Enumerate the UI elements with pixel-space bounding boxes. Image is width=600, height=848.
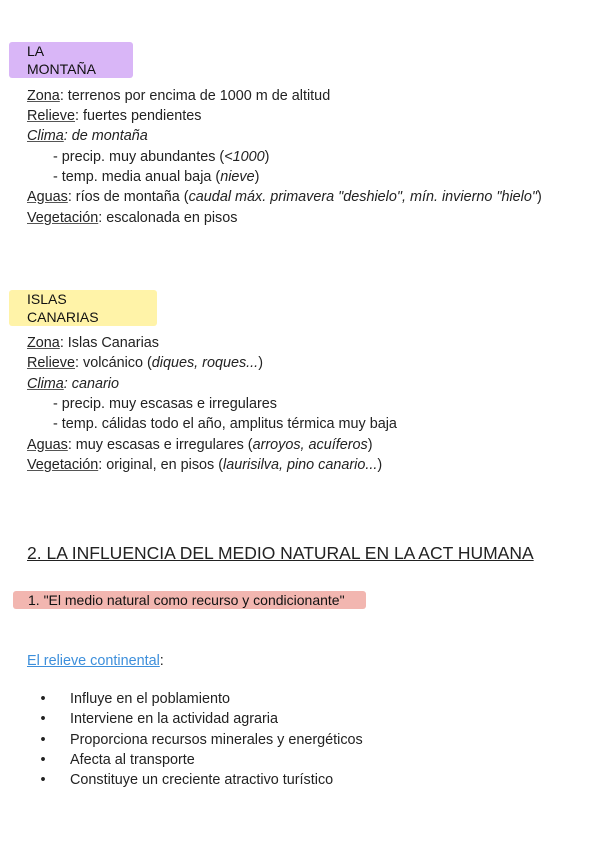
clima-text: : de montaña	[63, 128, 148, 144]
list-item-text: Proporciona recursos minerales y energéticos	[70, 731, 363, 748]
aguas-label: Aguas	[27, 437, 68, 453]
canarias-temp: - temp. cálidas todo el año, amplitus térmica muy baja	[53, 416, 397, 432]
canarias-clima	[27, 374, 119, 394]
clima-label: Clima	[27, 376, 64, 392]
zona-label: Zona	[27, 88, 60, 104]
montana-clima	[27, 126, 148, 146]
aguas-italic: caudal máx. primavera "deshielo", mín. invierno "hielo"	[188, 189, 537, 205]
relieve-label: Relieve	[27, 355, 75, 371]
montana-title: LA MONTAÑA	[9, 42, 133, 78]
canarias-title: ISLAS CANARIAS	[9, 290, 157, 326]
list-item-text: Afecta al transporte	[70, 751, 195, 768]
montana-temp	[53, 167, 259, 187]
canarias-aguas	[27, 435, 373, 455]
list-item	[38, 689, 363, 709]
clima-label: Clima	[27, 128, 64, 144]
montana-aguas	[27, 187, 542, 207]
canarias-vegetacion	[27, 455, 382, 475]
aguas-text: : muy escasas e irregulares (	[67, 437, 253, 453]
list-item-text: Interviene en la actividad agraria	[70, 711, 278, 728]
veg-italic: laurisilva, pino canario...	[223, 457, 378, 473]
precip-end: )	[264, 149, 270, 165]
bullet-icon: •	[40, 772, 46, 789]
aguas-end: )	[537, 189, 542, 205]
zona-text: : terrenos por encima de 1000 m de altitud	[59, 88, 331, 104]
relieve-label: Relieve	[27, 108, 75, 124]
montana-zona	[27, 86, 330, 106]
relieve-italic: diques, roques...	[151, 355, 259, 371]
zona-label: Zona	[27, 335, 60, 351]
bullet-list	[38, 689, 363, 790]
aguas-label: Aguas	[27, 189, 68, 205]
list-item	[38, 709, 363, 729]
montana-vegetacion	[27, 208, 237, 228]
veg-end: )	[377, 457, 383, 473]
veg-label: Vegetación	[27, 210, 99, 226]
veg-text: : original, en pisos (	[98, 457, 223, 473]
montana-precip	[53, 147, 269, 167]
bullet-icon: •	[40, 751, 46, 768]
canarias-zona	[27, 333, 159, 353]
relieve-continental-link[interactable]: El relieve continental	[27, 653, 160, 669]
section-heading: 2. LA INFLUENCIA DEL MEDIO NATURAL EN LA ACT HUMANA	[27, 543, 534, 563]
list-item-text: Influye en el poblamiento	[70, 691, 231, 707]
aguas-text: : ríos de montaña (	[67, 189, 189, 205]
list-item-text: Constituye un creciente atractivo turístico	[70, 772, 334, 789]
veg-text: : escalonada en pisos	[98, 210, 238, 226]
canarias-precip: - precip. muy escasas e irregulares	[53, 396, 277, 412]
veg-label: Vegetación	[27, 457, 99, 473]
canarias-relieve	[27, 353, 263, 373]
aguas-end: )	[367, 437, 373, 453]
relieve-continental-line	[27, 651, 164, 671]
temp-italic: nieve	[220, 169, 255, 185]
clima-text: : canario	[63, 376, 119, 392]
temp-end: )	[254, 169, 260, 185]
aguas-italic: arroyos, acuíferos	[252, 437, 368, 453]
relieve-end: )	[258, 355, 263, 371]
zona-text: : Islas Canarias	[59, 335, 159, 351]
bullet-icon: •	[40, 731, 46, 748]
bullet-icon: •	[40, 691, 46, 707]
precip-italic: <1000	[224, 149, 265, 165]
temp-text: - temp. media anual baja (	[53, 169, 221, 185]
link-colon: :	[159, 653, 164, 669]
list-item	[38, 750, 363, 770]
relieve-text: : volcánico (	[75, 355, 152, 371]
precip-text: - precip. muy abundantes (	[53, 149, 225, 165]
montana-relieve	[27, 106, 201, 126]
list-item	[38, 730, 363, 750]
bullet-icon: •	[40, 711, 46, 728]
subsection-heading: 1. "El medio natural como recurso y condicionante"	[13, 591, 366, 609]
relieve-text: : fuertes pendientes	[75, 108, 202, 124]
list-item	[38, 770, 363, 790]
